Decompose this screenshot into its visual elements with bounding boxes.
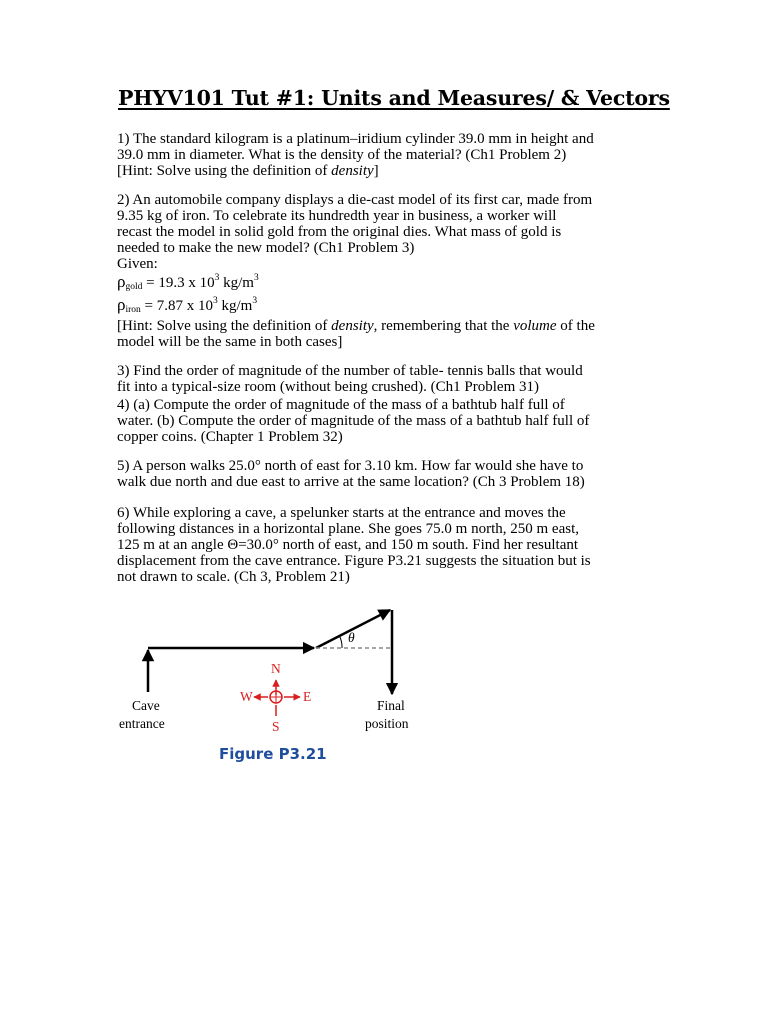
compass-e-label: E [303,689,312,704]
given-label: Given: [117,256,158,272]
question-1 [117,131,657,179]
compass-s-label: S [272,719,280,734]
q2-hint-line2: model will be the same in both cases] [117,334,343,350]
q2-line: needed to make the new model? (Ch1 Problem 3) [117,240,415,256]
q2-line: 9.35 kg of iron. To celebrate its hundredth year in business, a worker will [117,208,557,224]
q6-line: 6) While exploring a cave, a spelunker starts at the entrance and moves the [117,505,566,521]
angle-arc [339,635,342,648]
q4-line: water. (b) Compute the order of magnitude of the mass of a bathtub half full of [117,413,590,429]
compass-n-label: N [271,661,281,676]
question-3 [117,363,657,395]
rho-iron: ρiron = 7.87 x $10^3$ $kg/m^3$ [117,295,258,315]
figure-p3-21 [110,600,430,770]
figure-caption: Figure P3.21 [219,745,327,763]
q6-line: 125 m at an angle Θ=30.0° north of east, and 150 m south. Find her resultant [117,537,579,553]
page-title: PHYV101 Tut #1: Units and Measures/ & Vectors [118,86,670,110]
theta-label: θ [348,630,355,645]
compass-w-label: W [240,689,253,704]
q2-line: 2) An automobile company displays a die-cast model of its first car, made from [117,192,593,208]
rho-gold: ρgold = 19.3 x $10^3$ $kg/m^3$ [117,272,259,292]
q6-line: not drawn to scale. (Ch 3, Problem 21) [117,569,350,585]
q1-line: 1) The standard kilogram is a platinum–iridium cylinder 39.0 mm in height and [117,131,594,147]
q2-line: recast the model in solid gold from the original dies. What mass of gold is [117,224,562,240]
q5-line: walk due north and due east to arrive at the same location? (Ch 3 Problem 18) [117,474,585,490]
q1-line: 39.0 mm in diameter. What is the density of the material? (Ch1 Problem 2) [117,147,567,163]
q2-hint: [Hint: Solve using the definition of density, remembering that the volume of the [117,318,595,334]
cave-entrance-label: entrance [119,716,165,731]
q4-line: 4) (a) Compute the order of magnitude of the mass of a bathtub half full of [117,397,565,413]
q3-line: 3) Find the order of magnitude of the number of table- tennis balls that would [117,363,583,379]
q1-hint: [Hint: Solve using the definition of density] [117,163,379,179]
q6-line: displacement from the cave entrance. Figure P3.21 suggests the situation but is [117,553,591,569]
final-position-label: Final [377,698,405,713]
q6-line: following distances in a horizontal plane. She goes 75.0 m north, 250 m east, [117,521,579,537]
compass-icon [254,680,300,716]
q5-line: 5) A person walks 25.0° north of east for 3.10 km. How far would she have to [117,458,584,474]
final-position-label: position [365,716,409,731]
question-5 [117,458,657,490]
question-2 [117,192,657,350]
question-6 [117,505,657,585]
q4-line: copper coins. (Chapter 1 Problem 32) [117,429,343,445]
question-4 [117,397,657,445]
q3-line: fit into a typical-size room (without being crushed). (Ch1 Problem 31) [117,379,539,395]
cave-entrance-label: Cave [132,698,160,713]
